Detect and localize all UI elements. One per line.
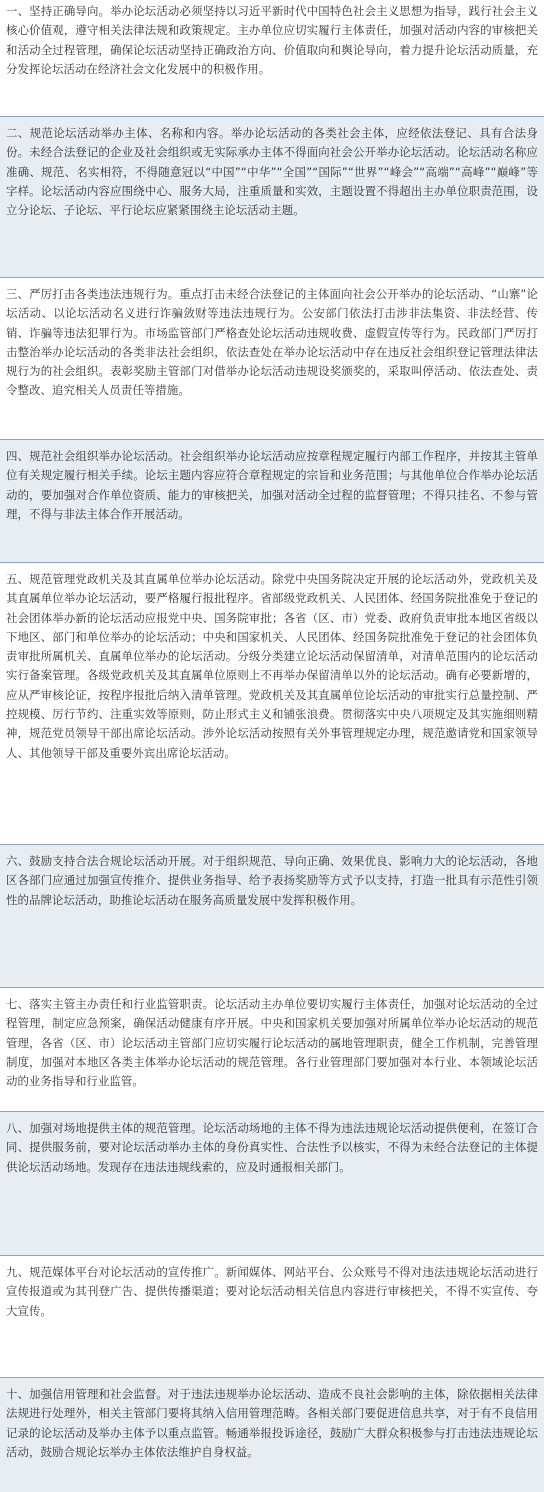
section-1 [0,0,544,117]
section-9 [0,1256,544,1378]
section-3 [0,278,544,440]
section-5-text: 五、规范管理党政机关及其直属单位举办论坛活动。除党中央国务院决定开展的论坛活动外，党政机关及其直属单位举办论坛活动，要严格履行报批程序。省部级党政机关、人民团体、经国务院批准免于登记的社会团体举办新的论坛活动应报党中央、国务院审批；各省（区、市）党委、政府负责审批本地区省级以下地区、部门和单位举办的论坛活动；中央和国家机关、人民团体、经国务院批准免于登记的社会团体负责审批所属机关、直属单位举办的论坛活动。分级分类建立论坛活动保留清单，对清单范围内的论坛活动实行备案管理。各级党政机关及其直属单位原则上不再举办保留清单以外的论坛活动。确有必要新增的，应从严审核论证，按程序报批后纳入清单管理。党政机关及其直属单位论坛活动的审批实行总量控制、严控规模、厉行节约、注重实效等原则，防止形式主义和铺张浪费。贯彻落实中央八项规定及其实施细则精神，规范党员领导干部出席论坛活动。涉外论坛活动按照有关外事管理规定办理，规范邀请党和国家领导人、其他领导干部及重要外宾出席论坛活动。 [6,572,538,760]
section-1-text: 一、坚持正确导向。举办论坛活动必须坚持以习近平新时代中国特色社会主义思想为指导，践行社会主义核心价值观，遵守相关法律法规和政策规定。主办单位应切实履行主体责任，加强对活动内容的审核把关和活动全过程管理，确保论坛活动坚持正确政治方向、价值取向和舆论导向，着力提升论坛活动质量，充分发挥论坛活动在经济社会文化发展中的积极作用。 [6,4,538,76]
section-3-text: 三、严厉打击各类违法违规行为。重点打击未经合法登记的主体面向社会公开举办的论坛活动、“山寨”论坛活动、以论坛活动名义进行诈骗敛财等违法违规行为。公安部门依法打击涉非法集资、非法经营、传销、诈骗等违法犯罪行为。市场监管部门严格查处论坛活动违规收费、虚假宣传等行为。民政部门严厉打击整治举办论坛活动的各类非法社会组织，依法查处在举办论坛活动中存在违反社会组织登记管理法律法规行为的社会组织。表彰奖励主管部门对借举办论坛活动违规设奖颁奖的，采取叫停活动、依法查处、责令整改、追究相关人员责任等措施。 [6,287,538,398]
section-4-text: 四、规范社会组织举办论坛活动。社会组织举办论坛活动应按章程规定履行内部工作程序，并按其主管单位有关规定履行相关手续。论坛主题内容应符合章程规定的宗旨和业务范围；与其他单位合作举办论坛活动的，要加强对合作单位资质、能力的审核把关，加强对活动全过程的监督管理；不得只挂名、不参与管理，不得与非法主体合作开展活动。 [6,449,538,521]
section-6-text: 六、鼓励支持合法合规论坛活动开展。对于组织规范、导向正确、效果优良、影响力大的论坛活动，各地区各部门应通过加强宣传推介、提供业务指导、给予表扬奖励等方式予以支持，打造一批具有示范性引领性的品牌论坛活动，助推论坛活动在服务高质量发展中发挥积极作用。 [6,854,538,907]
section-5 [0,563,544,845]
section-2-text: 二、规范论坛活动举办主体、名称和内容。举办论坛活动的各类社会主体，应经依法登记、具有合法身份。未经合法登记的企业及社会组织或无实际承办主体不得面向社会公开举办论坛活动。论坛活动名称应准确、规范、名实相符，不得随意冠以“中国”“中华”“全国”“国际”“世界”“峰会”“高端”“高峰”“巅峰”等字样。论坛活动内容应围绕中心、服务大局，注重质量和实效，主题设置不得超出主办单位职责范围，设立分论坛、子论坛、平行论坛应紧紧围绕主论坛活动主题。 [6,126,538,218]
section-7-text: 七、落实主管主办责任和行业监管职责。论坛活动主办单位要切实履行主体责任，加强对论坛活动的全过程管理，制定应急预案，确保活动健康有序开展。中央和国家机关要加强对所属单位举办论坛活动的规范管理，各省（区、市）论坛活动主管部门应切实履行论坛活动的属地管理职责，健全工作机制，完善管理制度，加强对本地区各类主体举办论坛活动的规范管理。各行业管理部门要加强对本行业、本领域论坛活动的业务指导和行业监管。 [6,997,538,1089]
section-4 [0,440,544,563]
section-8 [0,1112,544,1256]
section-6 [0,845,544,988]
section-9-text: 九、规范媒体平台对论坛活动的宣传推广。新闻媒体、网站平台、公众账号不得对违法违规论坛活动进行宣传报道或为其刊登广告、提供传播渠道；要对论坛活动相关信息内容进行审核把关，不得不实宣传、夸大宣传。 [6,1265,538,1318]
section-8-text: 八、加强对场地提供主体的规范管理。论坛活动场地的主体不得为违法违规论坛活动提供便利，在签订合同、提供服务前，要对论坛活动举办主体的身份真实性、合法性予以核实，不得为未经合法登记的主体提供论坛活动场地。发现存在违法违规线索的，应及时通报相关部门。 [6,1121,538,1174]
section-10 [0,1378,544,1492]
section-2 [0,117,544,278]
section-10-text: 十、加强信用管理和社会监督。对于违法违规举办论坛活动、造成不良社会影响的主体，除依据相关法律法规进行处理外，相关主管部门要将其纳入信用管理范畴。各相关部门要促进信息共享，对于有不良信用记录的论坛活动及举办主体予以重点监管。畅通举报投诉途径，鼓励广大群众积极参与打击违法违规论坛活动，鼓励合规论坛举办主体依法维护自身权益。 [6,1387,538,1459]
section-7 [0,988,544,1112]
